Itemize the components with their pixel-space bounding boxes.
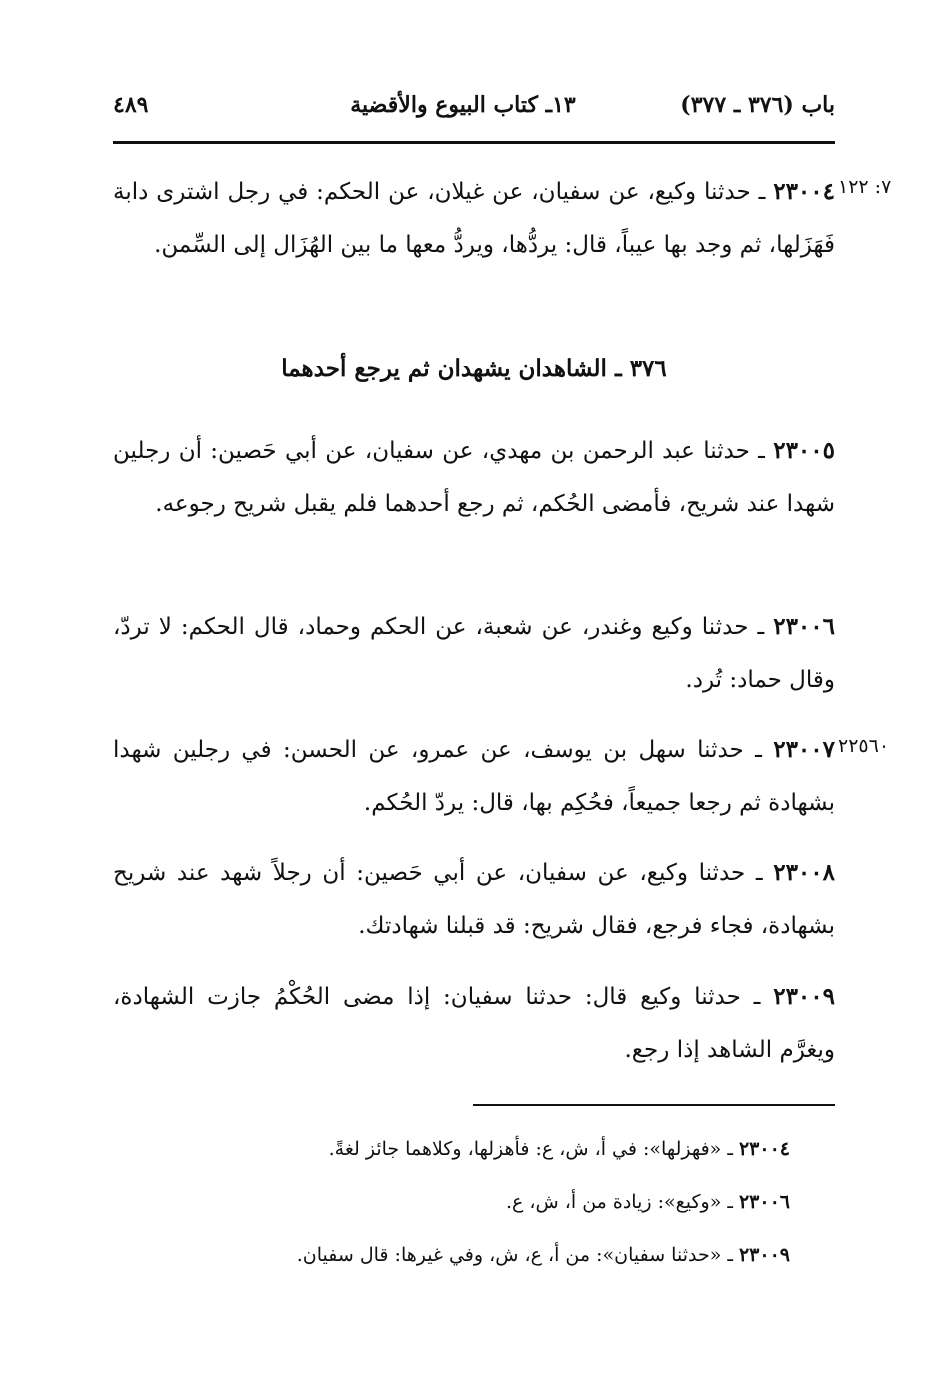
footnote-text: ـ «فهزلها»: في أ، ش، ع: فأهزلها، وكلاهما جائز لغةً. (328, 1138, 739, 1160)
hadith-text: ـ حدثنا عبد الرحمن بن مهدي، عن سفيان، عن أبي حَصين: أن رجلين شهدا عند شريح، فأمضى الحُكم، ثم رجع أحدهما فلم يقبل شريح رجوعه. (113, 438, 835, 517)
hadith-paragraph (113, 165, 835, 272)
hadith-text: ـ حدثنا سهل بن يوسف، عن عمرو، عن الحسن: في رجلين شهدا بشهادة ثم رجعا جميعاً، فحُكِم بها، قال: يردّ الحُكم. (113, 737, 835, 816)
hadith-text: ـ حدثنا وكيع وغندر، عن شعبة، عن الحكم وحماد، قال الحكم: لا تردّ، وقال حماد: تُرد. (113, 614, 835, 693)
hadith-number: ٢٣٠٠٤ (773, 178, 835, 205)
hadith-paragraph (113, 424, 835, 531)
footnote-text: ـ «وكيع»: زيادة من أ، ش، ع. (505, 1191, 739, 1213)
hadith-text: ـ حدثنا وكيع قال: حدثنا سفيان: إذا مضى الحُكْمُ جازت الشهادة، ويغرَّم الشاهد إذا رجع. (113, 984, 835, 1063)
hadith-number: ٢٣٠٠٦ (773, 613, 835, 640)
footnote-number: ٢٣٠٠٤ (738, 1138, 790, 1160)
page-number: ٤٨٩ (113, 92, 149, 118)
hadith-paragraph (113, 723, 835, 830)
hadith-number: ٢٣٠٠٥ (773, 437, 835, 464)
margin-reference: ٢٢٥٦٠ (838, 735, 890, 757)
chapter-title: ٣٧٦ ـ الشاهدان يشهدان ثم يرجع أحدهما (281, 355, 667, 382)
header-book-title: ١٣ـ كتاب البيوع والأقضية (350, 92, 576, 118)
footnote (200, 1187, 790, 1217)
footnote-text: ـ «حدثنا سفيان»: من أ، ع، ش، وفي غيرها: قال سفيان. (296, 1244, 739, 1266)
hadith-paragraph (113, 970, 835, 1077)
header-rule (113, 141, 835, 144)
footnote (200, 1240, 790, 1270)
hadith-number: ٢٣٠٠٩ (773, 983, 835, 1010)
hadith-number: ٢٣٠٠٧ (773, 736, 835, 763)
hadith-paragraph (113, 600, 835, 707)
running-header (113, 92, 835, 132)
margin-reference: ٧: ١٢٢ (838, 176, 892, 198)
header-section-range: باب (٣٧٦ ـ ٣٧٧) (680, 92, 835, 118)
footnote (200, 1134, 790, 1164)
footnote-number: ٢٣٠٠٩ (738, 1244, 790, 1266)
footnote-number: ٢٣٠٠٦ (738, 1191, 790, 1213)
hadith-paragraph (113, 846, 835, 953)
hadith-text: ـ حدثنا وكيع، عن سفيان، عن أبي حَصين: أن رجلاً شهد عند شريح بشهادة، فجاء فرجع، فقال شريح: قد قبلنا شهادتك. (113, 860, 835, 939)
footnote-rule (473, 1104, 835, 1106)
hadith-number: ٢٣٠٠٨ (773, 859, 835, 886)
hadith-text: ـ حدثنا وكيع، عن سفيان، عن غيلان، عن الحكم: في رجل اشترى دابة فَهَزَلها، ثم وجد بها عيباً، قال: يردُّها، ويردُّ معها ما بين الهُزَال إلى السِّمن. (113, 179, 835, 258)
